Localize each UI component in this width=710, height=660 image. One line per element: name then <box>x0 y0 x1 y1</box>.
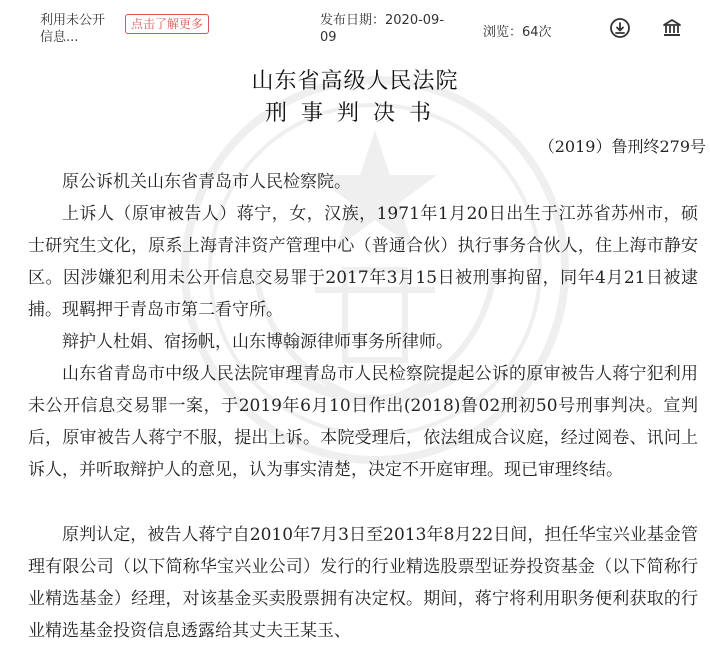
publish-date: 发布日期：2020-09-09 <box>320 13 445 45</box>
paragraph-appellant: 上诉人（原审被告人）蒋宁，女，汉族，1971年1月20日出生于江苏省苏州市，硕士研究生文化，原系上海青沣资产管理中心（普通合伙）执行事务合伙人，住上海市静安区。因涉嫌犯利用未公开信息交易罪于2017年3月15日被刑事拘留，同年4月21日被逮捕。现羁押于青岛市第二看守所。 <box>28 204 698 320</box>
document-title-short: 利用未公开信息... <box>40 13 106 45</box>
court-name: 山东省高级人民法院 <box>251 69 459 94</box>
paragraph-defense: 辩护人杜娟、宿扬帆，山东博翰源律师事务所律师。 <box>62 332 453 352</box>
paragraph-prosecutor: 原公诉机关山东省青岛市人民检察院。 <box>62 172 351 192</box>
top-bar <box>0 0 710 50</box>
paragraph-findings: 原判认定，被告人蒋宁自2010年7月3日至2013年8月22日间，担任华宝兴业基金管理有限公司（以下简称华宝兴业公司）发行的行业精选股票型证券投资基金（以下简称行业精选基金）经理，对该基金买卖股票拥有决定权。期间，蒋宁将利用职务便利获取的行业精选基金投资信息透露给其丈夫王某玉、 <box>28 525 698 641</box>
institution-icon[interactable] <box>661 17 683 39</box>
download-icon[interactable] <box>609 17 631 39</box>
paragraph-procedure: 山东省青岛市中级人民法院审理青岛市人民检察院提起公诉的原审被告人蒋宁犯利用未公开信息交易罪一案，于2019年6月10日作出(2018)鲁02刑初50号刑事判决。宣判后，原审被告人蒋宁不服，提出上诉。本院受理后，依法组成合议庭，经过阅卷、讯问上诉人，并听取辩护人的意见，认为事实清楚，决定不开庭审理。现已审理终结。 <box>28 364 698 480</box>
view-count: 浏览：64次 <box>483 25 552 40</box>
learn-more-button[interactable]: 点击了解更多 <box>125 14 209 34</box>
case-number: （2019）鲁刑终279号 <box>538 137 706 156</box>
document-type: 刑事判决书 <box>264 101 445 126</box>
